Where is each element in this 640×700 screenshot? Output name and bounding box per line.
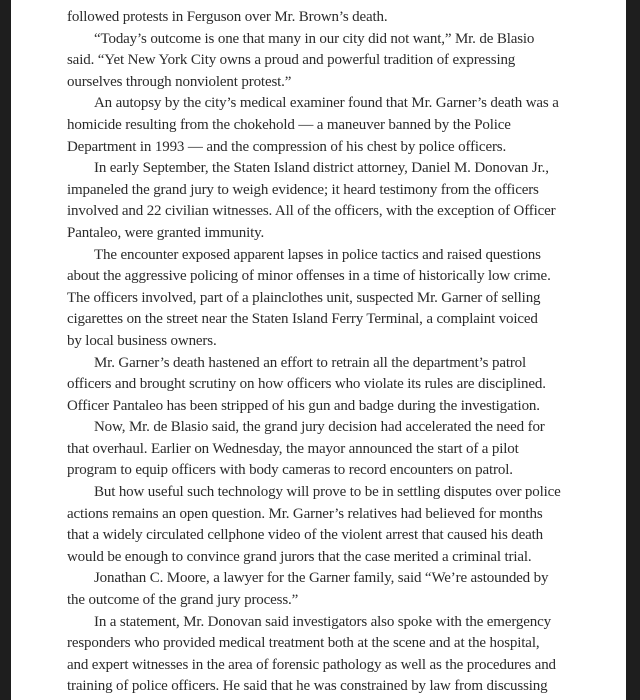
article-line: homicide resulting from the chokehold — a maneuver banned by the Police [67, 116, 511, 133]
document-page [11, 0, 626, 700]
article-line: would be enough to convince grand jurors that the case merited a criminal trial. [67, 548, 532, 565]
article-line: ourselves through nonviolent protest.” [67, 73, 292, 90]
article-line: and expert witnesses in the area of forensic pathology as well as the procedures and [67, 656, 556, 673]
article-line: involved and 22 civilian witnesses. All of the officers, with the exception of Officer [67, 203, 556, 220]
article-line: “Today’s outcome is one that many in our city did not want,” Mr. de Blasio [94, 30, 535, 47]
article-line: the outcome of the grand jury process.” [67, 592, 299, 609]
article-line: cigarettes on the street near the Staten Island Ferry Terminal, a complaint voiced [67, 311, 538, 328]
article-line: Department in 1993 — and the compression of his chest by police officers. [67, 138, 507, 155]
article-line: actions remains an open question. Mr. Garner’s relatives had believed for months [67, 505, 543, 522]
article-line: Jonathan C. Moore, a lawyer for the Garner family, said “We’re astounded by [94, 570, 549, 587]
article-line: that overhaul. Earlier on Wednesday, the mayor announced the start of a pilot [67, 440, 519, 457]
article-line: The encounter exposed apparent lapses in police tactics and raised questions [94, 246, 541, 263]
article-line: training of police officers. He said that he was constrained by law from discussing [67, 678, 548, 695]
article-line: responders who provided medical treatment both at the scene and at the hospital, [67, 635, 540, 652]
article-line: said. “Yet New York City owns a proud and powerful tradition of expressing [67, 52, 516, 69]
article-line: impaneled the grand jury to weigh evidence; it heard testimony from the officers [67, 181, 539, 198]
article-line: Pantaleo, were granted immunity. [67, 224, 265, 241]
article-line: The officers involved, part of a plainclothes unit, suspected Mr. Garner of selling [67, 289, 541, 306]
article-line: Officer Pantaleo has been stripped of his gun and badge during the investigation. [67, 397, 540, 414]
article-line: But how useful such technology will prove to be in settling disputes over police [94, 484, 561, 501]
article-line: Now, Mr. de Blasio said, the grand jury decision had accelerated the need for [94, 419, 545, 436]
article-line: In a statement, Mr. Donovan said investigators also spoke with the emergency [94, 613, 551, 630]
article-line: program to equip officers with body cameras to record encounters on patrol. [67, 462, 513, 479]
article-line: officers and brought scrutiny on how officers who violate its rules are disciplined. [67, 376, 546, 393]
article-body [67, 7, 561, 698]
article-line: In early September, the Staten Island district attorney, Daniel M. Donovan Jr., [94, 160, 549, 177]
article-line: that a widely circulated cellphone video of the violent arrest that caused his death [67, 527, 543, 544]
article-line: Mr. Garner’s death hastened an effort to retrain all the department’s patrol [94, 354, 527, 371]
article-line: An autopsy by the city’s medical examiner found that Mr. Garner’s death was a [94, 95, 559, 112]
article-line: about the aggressive policing of minor offenses in a time of historically low crime. [67, 268, 551, 285]
article-line: by local business owners. [67, 332, 217, 349]
article-line: followed protests in Ferguson over Mr. Brown’s death. [67, 9, 388, 25]
